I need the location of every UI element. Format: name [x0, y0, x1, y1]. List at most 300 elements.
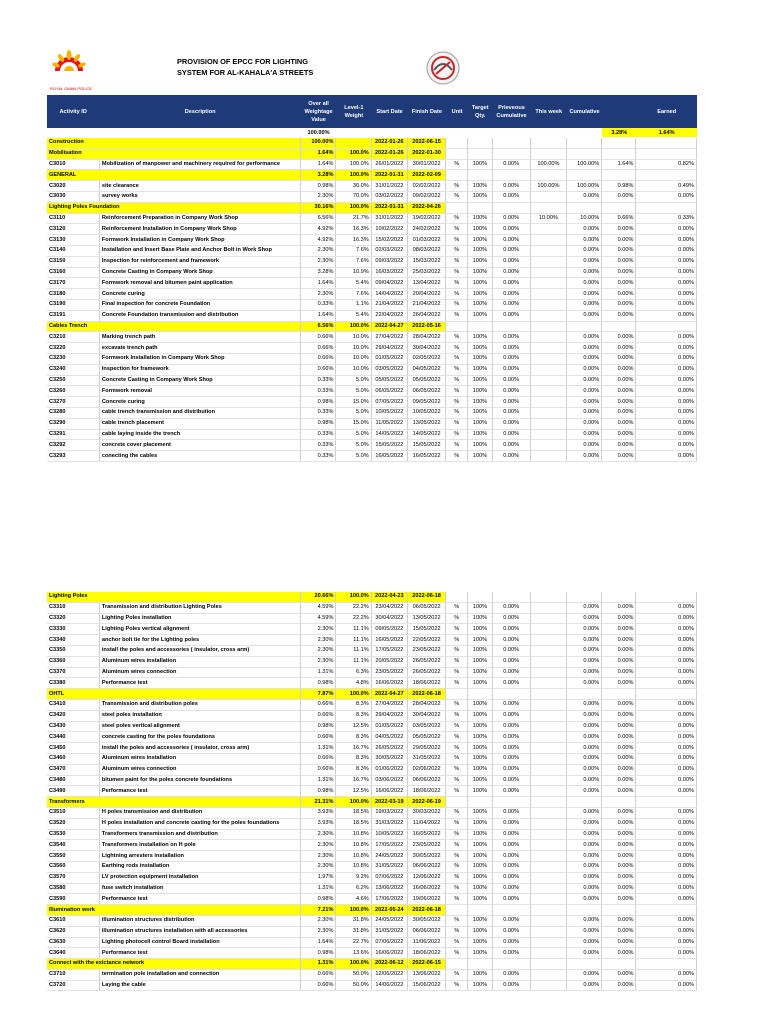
cell-cumulative [567, 321, 602, 332]
cell-level-weight: 10.0% [336, 343, 371, 354]
cell-weightage: 0.98% [301, 418, 336, 429]
cell-activity-id: C3110 [47, 213, 99, 224]
cell-description: Transformers installation on H pole [99, 840, 300, 851]
cell-unit: % [446, 732, 468, 743]
cell-cumulative-pct: 0.00% [602, 710, 636, 721]
cell-earned: 0.00% [636, 613, 697, 624]
cell-this-week [530, 678, 566, 689]
cell-previous-cumulative: 0.00% [492, 818, 530, 829]
table-row [47, 289, 697, 300]
cell-start-date: 02/03/2022 [371, 245, 407, 256]
cell-this-week [530, 278, 566, 289]
cell-target-qty: 100% [468, 353, 492, 364]
cell-this-week [530, 786, 566, 797]
cell-unit: % [446, 937, 468, 948]
cell-unit: % [446, 613, 468, 624]
cell-weightage: 0.33% [301, 407, 336, 418]
cell-unit: % [446, 310, 468, 321]
cell-activity-id: C3330 [47, 624, 99, 635]
table-row [47, 407, 697, 418]
cell-description: site clearance [99, 181, 300, 192]
cell-activity-id: Construction [47, 138, 301, 148]
document-header [47, 45, 697, 95]
table-row [47, 397, 697, 408]
cell-activity-id: C3260 [47, 386, 99, 397]
cell-description: concrete cover placement [99, 440, 300, 451]
cell-level-weight: 16.7% [336, 743, 371, 754]
cell-level-weight: 13.6% [336, 948, 371, 959]
header-activity-id: Activity ID [47, 95, 99, 128]
cell-target-qty: 100% [468, 818, 492, 829]
cell-this-week [530, 851, 566, 862]
cell-earned: 0.82% [636, 159, 697, 170]
cell-start-date: 2022-01-31 [371, 202, 407, 213]
company-logo-icon [49, 47, 89, 87]
title-line-1: PROVISION OF EPCC FOR LIGHTING [177, 57, 308, 66]
cell-previous-cumulative: 0.00% [492, 969, 530, 980]
cell-cumulative: 0.00% [567, 386, 602, 397]
cell-cumulative: 0.00% [567, 418, 602, 429]
header-start-date: Start Date [371, 95, 407, 128]
cell-finish-date: 11/04/2022 [407, 818, 445, 829]
cell-unit: % [446, 883, 468, 894]
cell-earned: 0.00% [636, 861, 697, 872]
cell-previous-cumulative: 0.00% [492, 256, 530, 267]
cell-cumulative: 0.00% [567, 353, 602, 364]
contractor-logo-icon [425, 50, 461, 86]
cell-level-weight: 31.8% [336, 926, 371, 937]
table-row [47, 732, 697, 743]
cell-this-week [530, 872, 566, 883]
cell-cumulative-pct: 0.98% [602, 181, 636, 192]
cell-unit: % [446, 267, 468, 278]
cell-finish-date: 29/05/2022 [407, 743, 445, 754]
cell-activity-id: C3140 [47, 245, 99, 256]
cell-this-week [530, 915, 566, 926]
cell-earned: 0.49% [636, 181, 697, 192]
cell-target-qty: 100% [468, 386, 492, 397]
cell-previous-cumulative: 0.00% [492, 213, 530, 224]
cell-cumulative-pct: 0.00% [602, 332, 636, 343]
cell-level-weight: 12.5% [336, 721, 371, 732]
cell-earned: 0.00% [636, 635, 697, 646]
cell-this-week [530, 959, 566, 970]
cell-start-date: 30/04/2022 [371, 613, 407, 624]
cell-unit: % [446, 980, 468, 991]
cell-start-date: 16/06/2022 [371, 948, 407, 959]
cell-cumulative-pct: 0.00% [602, 775, 636, 786]
cell-finish-date: 13/06/2022 [407, 969, 445, 980]
cell-earned [636, 321, 697, 332]
cell-previous-cumulative: 0.00% [492, 948, 530, 959]
table-row [47, 159, 697, 170]
cell-unit: % [446, 699, 468, 710]
cell-cumulative-pct: 0.00% [602, 343, 636, 354]
cell-activity-id: Lighting Poles Foundation [47, 202, 301, 213]
cell-cumulative: 0.00% [567, 624, 602, 635]
cell-level-weight: 10.8% [336, 851, 371, 862]
cell-description: steel poles vertical alignment [99, 721, 300, 732]
cell-cumulative: 0.00% [567, 840, 602, 851]
cell-earned: 0.00% [636, 980, 697, 991]
cell-target-qty: 100% [468, 310, 492, 321]
cell-weightage: 2.30% [301, 915, 336, 926]
cell-this-week [530, 343, 566, 354]
cell-this-week [530, 624, 566, 635]
cell-target-qty: 100% [468, 980, 492, 991]
cell-start-date: 29/04/2022 [371, 343, 407, 354]
cell-this-week [530, 613, 566, 624]
cell-unit: % [446, 667, 468, 678]
cell-start-date: 03/05/2022 [371, 364, 407, 375]
table-row [47, 364, 697, 375]
cell-previous-cumulative: 0.00% [492, 699, 530, 710]
cell-weightage: 0.33% [301, 375, 336, 386]
header-target-qty: Target Qty. [468, 95, 492, 128]
cell-activity-id: C3320 [47, 613, 99, 624]
cell-target-qty: 100% [468, 375, 492, 386]
cell-earned: 0.00% [636, 883, 697, 894]
cell-previous-cumulative: 0.00% [492, 667, 530, 678]
cell-unit: % [446, 181, 468, 192]
cell-activity-id: C3370 [47, 667, 99, 678]
cell-start-date: 26/05/2022 [371, 743, 407, 754]
cell-cumulative: 0.00% [567, 743, 602, 754]
table-row [47, 386, 697, 397]
cell-this-week: 10.00% [530, 213, 566, 224]
cell-cumulative-pct: 0.00% [602, 407, 636, 418]
cell-previous-cumulative: 0.00% [492, 245, 530, 256]
cell-weightage: 1.64% [301, 278, 336, 289]
cell-this-week [530, 721, 566, 732]
cell-unit: % [446, 656, 468, 667]
cell-cumulative-pct: 0.00% [602, 289, 636, 300]
cell-level-weight: 18.5% [336, 818, 371, 829]
cell-level-weight: 12.5% [336, 786, 371, 797]
cell-activity-id: C3610 [47, 915, 99, 926]
cell-description: excavate trench path [99, 343, 300, 354]
cell-description: illumination structures distribution [99, 915, 300, 926]
cell-activity-id: Connect with the exictance network [47, 959, 301, 970]
cell-level-weight: 21.7% [336, 213, 371, 224]
cell-level-weight: 30.0% [336, 181, 371, 192]
cell-level-weight: 100.0% [336, 905, 371, 916]
cell-cumulative: 0.00% [567, 872, 602, 883]
cell-activity-id: C3430 [47, 721, 99, 732]
cell-weightage: 100.00% [301, 138, 336, 148]
title-line-2: SYSTEM FOR AL-KAHALA'A STREETS [177, 68, 314, 77]
cell-unit: % [446, 743, 468, 754]
table-row [47, 915, 697, 926]
cell-weightage: 0.33% [301, 429, 336, 440]
cell-previous-cumulative: 0.00% [492, 418, 530, 429]
cell-weightage: 0.66% [301, 332, 336, 343]
cell-activity-id: C3291 [47, 429, 99, 440]
cell-previous-cumulative: 0.00% [492, 407, 530, 418]
cell-finish-date: 30/04/2022 [407, 343, 445, 354]
cell-cumulative-pct: 0.00% [602, 256, 636, 267]
table-row [47, 235, 697, 246]
cell-this-week [530, 840, 566, 851]
cell-start-date: 24/05/2022 [371, 915, 407, 926]
cell-activity-id: C3180 [47, 289, 99, 300]
cell-activity-id: C3120 [47, 224, 99, 235]
cell-earned: 0.00% [636, 299, 697, 310]
cell-description: Performance test [99, 894, 300, 905]
cell-unit: % [446, 818, 468, 829]
cell-weightage: 2.30% [301, 635, 336, 646]
cell-earned: 0.00% [636, 937, 697, 948]
cell-level-weight: 100.0% [336, 159, 371, 170]
cell-level-weight: 100.0% [336, 170, 371, 181]
cell-target-qty: 100% [468, 299, 492, 310]
table-row [47, 656, 697, 667]
cell-earned: 0.00% [636, 840, 697, 851]
cell-finish-date: 09/05/2022 [407, 397, 445, 408]
cell-weightage: 1.64% [301, 148, 336, 159]
cell-target-qty: 100% [468, 753, 492, 764]
cell-description: Laying the cable [99, 980, 300, 991]
header-finish-date: Finish Date [408, 95, 446, 128]
cell-weightage: 7.21% [301, 905, 336, 916]
section-row [47, 170, 697, 181]
cell-finish-date: 23/05/2022 [407, 840, 445, 851]
cell-level-weight [336, 138, 371, 148]
cell-unit: % [446, 235, 468, 246]
cell-this-week [530, 807, 566, 818]
cell-finish-date: 14/05/2022 [407, 429, 445, 440]
cell-this-week [530, 667, 566, 678]
cell-start-date: 2022-04-27 [371, 321, 407, 332]
cell-earned [636, 959, 697, 970]
cell-target-qty: 100% [468, 656, 492, 667]
cell-finish-date: 15/05/2022 [407, 440, 445, 451]
cell-weightage: 2.30% [301, 851, 336, 862]
cell-cumulative: 0.00% [567, 235, 602, 246]
cell-earned: 0.00% [636, 332, 697, 343]
cell-cumulative-pct: 0.00% [602, 915, 636, 926]
cell-start-date: 13/06/2022 [371, 883, 407, 894]
cell-cumulative: 0.00% [567, 289, 602, 300]
document-title [177, 56, 387, 78]
cell-level-weight: 31.8% [336, 915, 371, 926]
cell-previous-cumulative: 0.00% [492, 343, 530, 354]
cell-this-week [530, 980, 566, 991]
cell-description: anchor bolt tie for the Lighting poles [99, 635, 300, 646]
cell-activity-id: Illumination work [47, 905, 301, 916]
cell-cumulative-pct: 0.00% [602, 267, 636, 278]
cell-activity-id: C3270 [47, 397, 99, 408]
cell-previous-cumulative: 0.00% [492, 710, 530, 721]
table-row [47, 181, 697, 192]
cell-description: Aluminum wires connection [99, 667, 300, 678]
cell-start-date: 26/01/2022 [371, 159, 407, 170]
cell-cumulative-pct: 0.00% [602, 602, 636, 613]
cell-activity-id: C3380 [47, 678, 99, 689]
cell-this-week [530, 732, 566, 743]
cell-earned: 0.00% [636, 624, 697, 635]
cell-earned [636, 689, 697, 700]
table-row [47, 786, 697, 797]
section-row [47, 959, 697, 970]
cell-weightage: 2.30% [301, 245, 336, 256]
cell-this-week [530, 429, 566, 440]
cell-cumulative-pct: 0.00% [602, 353, 636, 364]
cell-target-qty: 100% [468, 624, 492, 635]
cell-cumulative-pct [602, 797, 636, 808]
cell-this-week [530, 375, 566, 386]
cell-description: conecting the cables [99, 451, 300, 462]
cell-finish-date: 18/06/2022 [407, 948, 445, 959]
cell-earned: 0.00% [636, 224, 697, 235]
logo-caption: ROYAL OMAN POLICE [49, 86, 92, 91]
cell-level-weight: 11.1% [336, 635, 371, 646]
cell-weightage: 3.93% [301, 818, 336, 829]
cell-this-week [530, 418, 566, 429]
cell-description: Marking trench path [99, 332, 300, 343]
cell-activity-id: C3290 [47, 418, 99, 429]
cell-cumulative-pct: 0.00% [602, 883, 636, 894]
cell-start-date: 29/04/2022 [371, 710, 407, 721]
cell-finish-date: 2022-04-26 [407, 202, 445, 213]
activity-table-2 [47, 592, 697, 991]
cell-finish-date: 06/06/2022 [407, 775, 445, 786]
cell-level-weight: 100.0% [336, 797, 371, 808]
cell-previous-cumulative: 0.00% [492, 937, 530, 948]
cell-description: Lighting photocell control Board installation [99, 937, 300, 948]
table-row [47, 278, 697, 289]
cell-this-week [530, 364, 566, 375]
table-row [47, 224, 697, 235]
cell-previous-cumulative: 0.00% [492, 743, 530, 754]
table-row [47, 678, 697, 689]
cell-description: Performance test [99, 948, 300, 959]
cell-earned: 0.00% [636, 278, 697, 289]
total-cumulative-pct: 3.28% [602, 128, 636, 137]
cell-description: Transmission and distribution poles [99, 699, 300, 710]
cell-unit [446, 905, 468, 916]
cell-target-qty: 100% [468, 775, 492, 786]
cell-this-week [530, 235, 566, 246]
cell-previous-cumulative: 0.00% [492, 602, 530, 613]
table-row [47, 440, 697, 451]
cell-start-date: 30/05/2022 [371, 753, 407, 764]
cell-previous-cumulative: 0.00% [492, 267, 530, 278]
cell-level-weight: 5.0% [336, 386, 371, 397]
cell-previous-cumulative: 0.00% [492, 451, 530, 462]
cell-description: Concrete Foundation transmission and distribution [99, 310, 300, 321]
cell-unit: % [446, 451, 468, 462]
cell-target-qty [468, 592, 492, 602]
cell-cumulative: 0.00% [567, 656, 602, 667]
cell-unit [446, 689, 468, 700]
cell-start-date: 17/06/2022 [371, 894, 407, 905]
cell-description: LV protection equipment installation [99, 872, 300, 883]
cell-this-week [530, 386, 566, 397]
cell-previous-cumulative: 0.00% [492, 310, 530, 321]
cell-cumulative-pct: 0.00% [602, 386, 636, 397]
cell-cumulative-pct: 0.00% [602, 429, 636, 440]
cell-previous-cumulative: 0.00% [492, 635, 530, 646]
cell-cumulative: 100.00% [567, 159, 602, 170]
table-row [47, 667, 697, 678]
cell-finish-date: 2022-06-18 [407, 592, 445, 602]
cell-weightage: 1.64% [301, 310, 336, 321]
cell-weightage: 0.33% [301, 451, 336, 462]
cell-unit [446, 321, 468, 332]
cell-cumulative: 0.00% [567, 861, 602, 872]
cell-weightage: 0.66% [301, 980, 336, 991]
cell-previous-cumulative [492, 592, 530, 602]
cell-this-week [530, 797, 566, 808]
cell-target-qty: 100% [468, 159, 492, 170]
cell-previous-cumulative: 0.00% [492, 375, 530, 386]
header-blank [602, 95, 636, 128]
cell-target-qty [468, 905, 492, 916]
cell-this-week [530, 191, 566, 202]
cell-description: Lighting Poles vertical alignment [99, 624, 300, 635]
cell-this-week [530, 764, 566, 775]
cell-this-week [530, 861, 566, 872]
cell-finish-date: 10/05/2022 [407, 407, 445, 418]
cell-weightage: 0.66% [301, 343, 336, 354]
cell-unit [446, 959, 468, 970]
cell-cumulative-pct: 0.00% [602, 818, 636, 829]
cell-description: steel poles installation [99, 710, 300, 721]
cell-target-qty: 100% [468, 256, 492, 267]
cell-description: cable trench transmission and distribution [99, 407, 300, 418]
cell-activity-id: C3520 [47, 818, 99, 829]
cell-earned: 0.00% [636, 645, 697, 656]
cell-weightage: 2.30% [301, 191, 336, 202]
cell-finish-date: 2022-02-09 [407, 170, 445, 181]
header-description: Description [99, 95, 301, 128]
total-earned: 1.64% [636, 128, 697, 137]
cell-level-weight: 4.8% [336, 678, 371, 689]
cell-description: install the poles and accessories ( insulator, cross arm) [99, 743, 300, 754]
cell-target-qty: 100% [468, 267, 492, 278]
cell-weightage: 3.93% [301, 807, 336, 818]
cell-level-weight: 10.0% [336, 353, 371, 364]
cell-activity-id: C3130 [47, 235, 99, 246]
cell-level-weight: 16.7% [336, 775, 371, 786]
cell-earned [636, 905, 697, 916]
cell-start-date: 2022-01-31 [371, 170, 407, 181]
cell-cumulative [567, 905, 602, 916]
cell-level-weight: 15.0% [336, 397, 371, 408]
cell-this-week [530, 883, 566, 894]
cell-this-week [530, 743, 566, 754]
cell-weightage: 2.30% [301, 645, 336, 656]
cell-unit [446, 592, 468, 602]
cell-earned: 0.00% [636, 289, 697, 300]
cell-weightage: 1.31% [301, 775, 336, 786]
cell-finish-date: 30/04/2022 [407, 710, 445, 721]
cell-this-week [530, 407, 566, 418]
cell-start-date: 21/04/2022 [371, 299, 407, 310]
cell-activity-id: C3490 [47, 786, 99, 797]
cell-activity-id: C3310 [47, 602, 99, 613]
cell-start-date: 16/05/2022 [371, 635, 407, 646]
cell-this-week [530, 224, 566, 235]
cell-unit: % [446, 764, 468, 775]
cell-target-qty: 100% [468, 732, 492, 743]
cell-this-week [530, 753, 566, 764]
cell-start-date: 01/06/2022 [371, 764, 407, 775]
cell-start-date: 17/05/2022 [371, 645, 407, 656]
cell-earned: 0.00% [636, 786, 697, 797]
cell-cumulative-pct: 0.00% [602, 645, 636, 656]
